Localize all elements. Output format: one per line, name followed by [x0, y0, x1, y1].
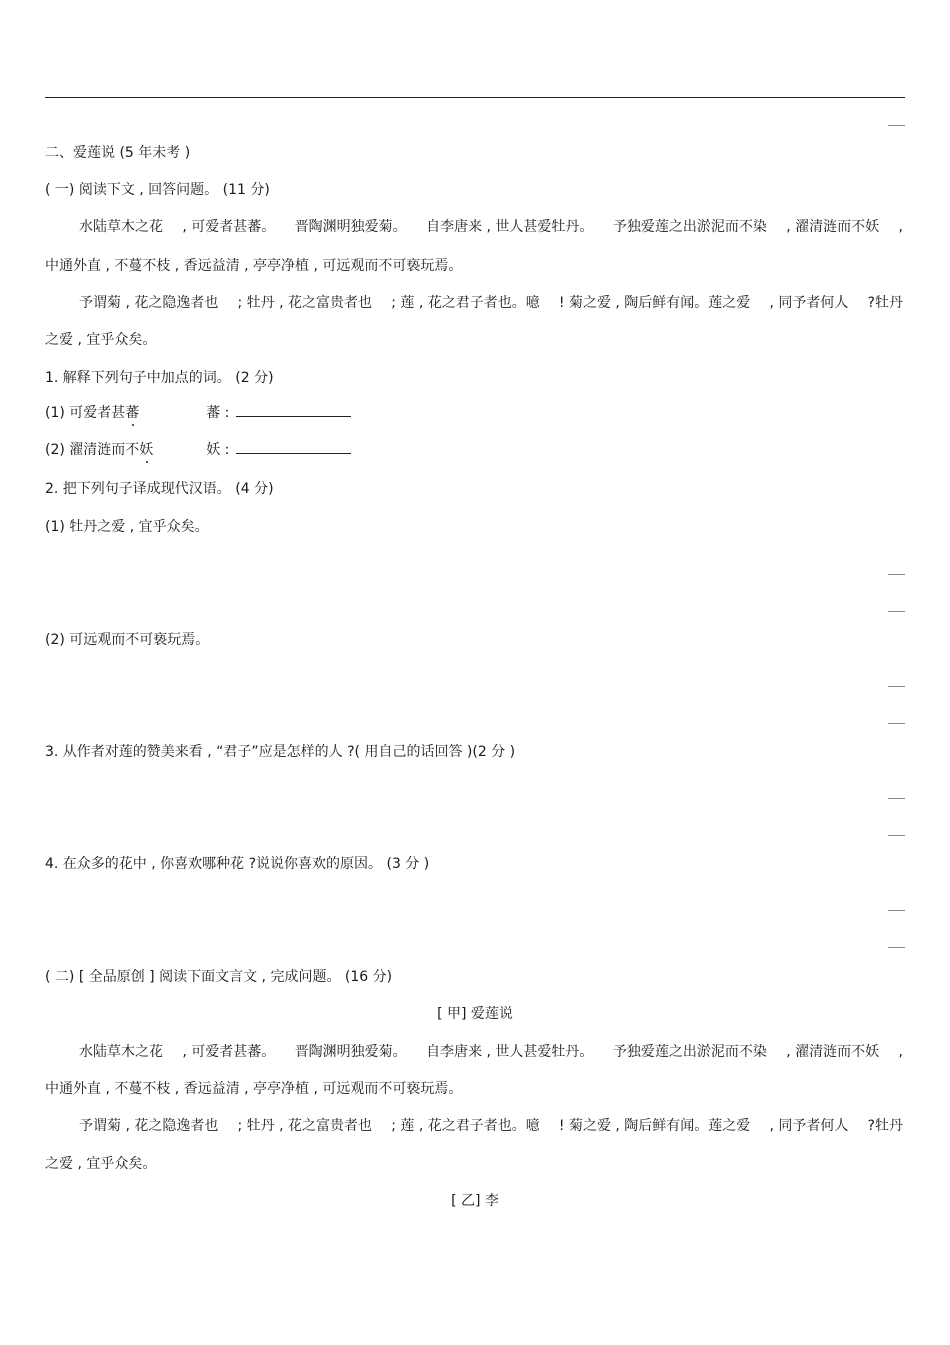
passage-segment: ; 牡丹 , 花之富贵者也 [237, 295, 373, 311]
margin-tick [888, 798, 905, 799]
part2-heading: ( 二) [ 全品原创 ] 阅读下面文言文 , 完成问题。 (16 分) [45, 969, 393, 985]
item-number: (2) [45, 442, 70, 458]
answer-label: 妖 : [206, 442, 230, 458]
passage-segment: ; 莲 , 花之君子者也。噫 [391, 1118, 540, 1134]
passage-title-jia: [ 甲] 爱莲说 [437, 1006, 513, 1022]
part2-passage-line4: 之爱 , 宜乎众矣。 [45, 1156, 157, 1172]
q1-stem: 1. 解释下列句子中加点的词。 (2 分) [45, 370, 274, 386]
answer-label: 蕃 : [206, 405, 230, 421]
passage-segment: , 濯清涟而不妖 [786, 219, 880, 235]
q2-item-2: (2) 可远观而不可亵玩焉。 [45, 632, 210, 648]
q3-stem: 3. 从作者对莲的赞美来看 , “君子”应是怎样的人 ?( 用自己的话回答 )(2 分 ) [45, 744, 516, 760]
margin-tick [888, 723, 905, 724]
answer-blank[interactable] [236, 400, 351, 417]
passage-segment: 予独爱莲之出淤泥而不染 [612, 219, 767, 235]
passage-segment: 予独爱莲之出淤泥而不染 [612, 1044, 767, 1060]
q2-stem: 2. 把下列句子译成现代汉语。 (4 分) [45, 481, 274, 497]
part1-passage-line1 [79, 217, 903, 237]
margin-tick [888, 611, 905, 612]
passage-segment: 自李唐来 , 世人甚爱牡丹。 [426, 219, 594, 235]
passage-segment: 水陆草木之花 [79, 1044, 163, 1060]
passage-segment: , 濯清涟而不妖 [786, 1044, 880, 1060]
passage-segment: , [898, 1044, 903, 1060]
margin-tick [888, 686, 905, 687]
passage-title-yi: [ 乙] 李 [451, 1193, 499, 1209]
margin-tick [888, 947, 905, 948]
dotted-word: 妖 [139, 442, 154, 458]
passage-segment: 晋陶渊明独爱菊。 [294, 219, 407, 235]
passage-segment: ; 莲 , 花之君子者也。噫 [391, 295, 540, 311]
margin-tick [888, 574, 905, 575]
margin-tick [888, 125, 905, 126]
part2-passage-line1 [79, 1042, 903, 1062]
dotted-word: 蕃 [125, 405, 140, 421]
passage-segment: ?牡丹 [867, 295, 903, 311]
passage-segment: 水陆草木之花 [79, 219, 163, 235]
q4-stem: 4. 在众多的花中 , 你喜欢哪种花 ?说说你喜欢的原因。 (3 分 ) [45, 856, 430, 872]
part1-heading: ( 一) 阅读下文 , 回答问题。 (11 分) [45, 182, 270, 198]
passage-segment: , 可爱者甚蕃。 [182, 1044, 276, 1060]
q1-item-1 [45, 400, 351, 423]
q2-item-1: (1) 牡丹之爱 , 宜乎众矣。 [45, 519, 209, 535]
passage-segment: 予谓菊 , 花之隐逸者也 [79, 295, 219, 311]
part2-passage-line2: 中通外直 , 不蔓不枝 , 香远益清 , 亭亭净植 , 可远观而不可亵玩焉。 [45, 1081, 463, 1097]
passage-segment: 自李唐来 , 世人甚爱牡丹。 [426, 1044, 594, 1060]
passage-segment: , 同予者何人 [769, 295, 849, 311]
passage-segment: ! 菊之爱 , 陶后鲜有闻。莲之爱 [558, 1118, 751, 1134]
margin-tick [888, 835, 905, 836]
passage-segment: ! 菊之爱 , 陶后鲜有闻。莲之爱 [558, 295, 751, 311]
item-sentence: 濯清涟而不 [69, 442, 140, 458]
passage-segment: ?牡丹 [867, 1118, 903, 1134]
q1-item-2 [45, 437, 351, 460]
part1-passage-line4: 之爱 , 宜乎众矣。 [45, 332, 157, 348]
passage-segment: , 同予者何人 [769, 1118, 849, 1134]
part2-passage-line3 [79, 1116, 903, 1136]
passage-segment: , 可爱者甚蕃。 [182, 219, 276, 235]
passage-segment: ; 牡丹 , 花之富贵者也 [237, 1118, 373, 1134]
section-title: 二、爱莲说 (5 年未考 ) [45, 145, 191, 161]
passage-segment: , [898, 219, 903, 235]
item-sentence: 可爱者甚 [69, 405, 126, 421]
passage-segment: 予谓菊 , 花之隐逸者也 [79, 1118, 219, 1134]
answer-blank[interactable] [236, 437, 351, 454]
part1-passage-line2: 中通外直 , 不蔓不枝 , 香远益清 , 亭亭净植 , 可远观而不可亵玩焉。 [45, 258, 463, 274]
top-rule [45, 97, 905, 98]
passage-segment: 晋陶渊明独爱菊。 [294, 1044, 407, 1060]
part1-passage-line3 [79, 293, 903, 313]
margin-tick [888, 910, 905, 911]
item-number: (1) [45, 405, 70, 421]
